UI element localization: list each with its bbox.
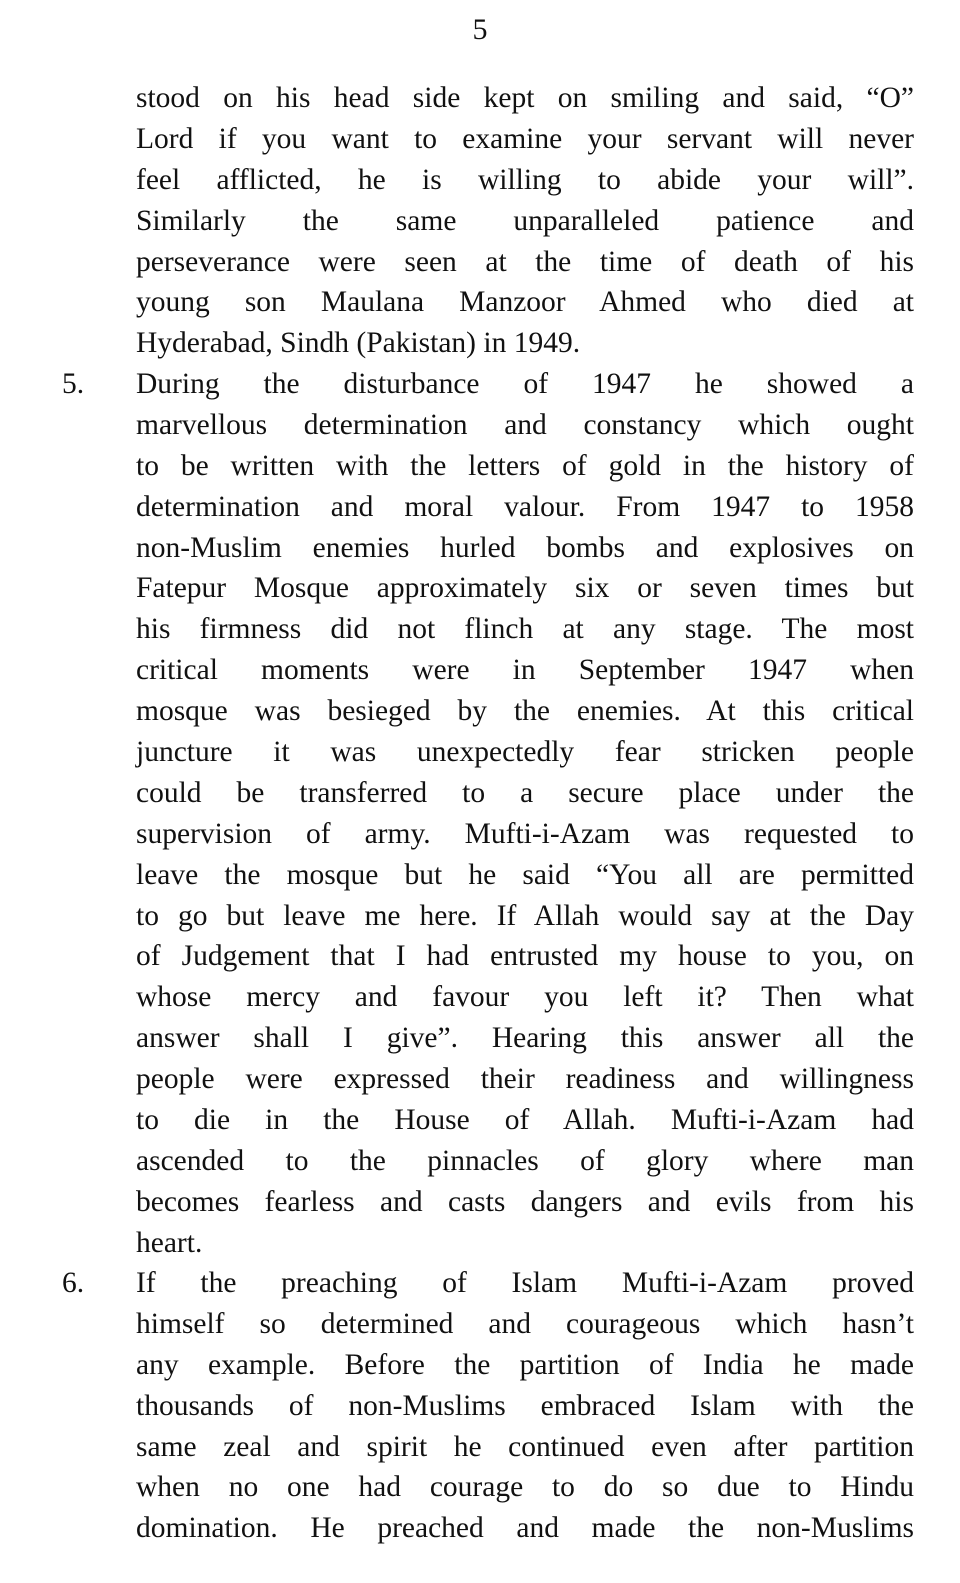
text-line: when no one had courage to do so due to Hindu [136,1471,914,1504]
text-line: Fatepur Mosque approximately six or seven times but [136,572,914,605]
text-line: critical moments were in September 1947 when [136,654,914,687]
text-line: determination and moral valour. From 1947 to 1958 [136,490,914,523]
continuation-paragraph [136,78,914,364]
text-line: people were expressed their readiness and willingness [136,1063,914,1096]
text-line: to be written with the letters of gold in the history of [136,449,914,482]
item-number-5: 5. [62,368,85,400]
text-line: whose mercy and favour you left it? Then what [136,981,914,1014]
text-line: heart. [136,1226,203,1259]
text-line: could be transferred to a secure place under the [136,776,914,809]
text-line: of Judgement that I had entrusted my house to you, on [136,940,914,973]
text-line: ascended to the pinnacles of glory where man [136,1144,914,1177]
text-line: to die in the House of Allah. Mufti-i-Azam had [136,1104,914,1137]
text-line: thousands of non-Muslims embraced Islam with the [136,1389,914,1422]
text-line: Lord if you want to examine your servant will never [136,122,914,155]
text-line: supervision of army. Mufti-i-Azam was requested to [136,817,914,850]
text-line: to go but leave me here. If Allah would say at the Day [136,899,914,932]
text-line: leave the mosque but he said “You all are permitted [136,858,914,891]
text-line: same zeal and spirit he continued even after partition [136,1430,914,1463]
page-number: 5 [472,13,488,46]
text-line: perseverance were seen at the time of death of his [136,245,914,278]
text-line: stood on his head side kept on smiling and said, “O” [136,82,914,114]
text-line: Hyderabad, Sindh (Pakistan) in 1949. [136,327,581,360]
text-line: feel afflicted, he is willing to abide your will”. [136,163,914,196]
text-line: any example. Before the partition of India he made [136,1348,914,1381]
text-line: himself so determined and courageous which hasn’t [136,1307,914,1340]
text-line: becomes fearless and casts dangers and evils from his [136,1185,914,1218]
text-line: young son Maulana Manzoor Ahmed who died at [136,286,914,319]
text-line: domination. He preached and made the non-Muslims [136,1512,914,1545]
item-paragraph-6 [136,1263,914,1549]
item-paragraph-5 [136,364,914,1264]
text-line: answer shall I give”. Hearing this answer all the [136,1022,914,1055]
text-line: juncture it was unexpectedly fear stricken people [136,736,914,769]
text-line: marvellous determination and constancy which ought [136,408,914,441]
item-number-6: 6. [62,1267,85,1299]
text-line: his firmness did not flinch at any stage. The most [136,613,914,646]
text-line: mosque was besieged by the enemies. At this critical [136,695,914,728]
text-line: If the preaching of Islam Mufti-i-Azam proved [136,1267,914,1299]
text-line: During the disturbance of 1947 he showed a [136,368,914,400]
text-line: non-Muslim enemies hurled bombs and explosives on [136,531,914,564]
text-line: Similarly the same unparalleled patience and [136,204,914,237]
